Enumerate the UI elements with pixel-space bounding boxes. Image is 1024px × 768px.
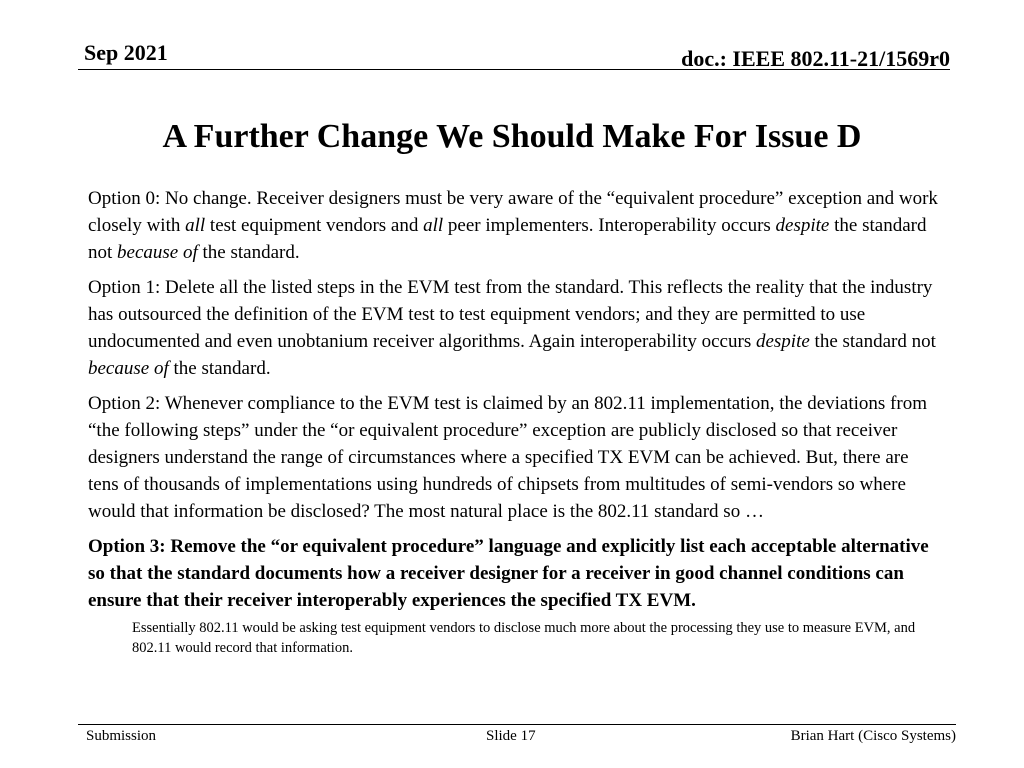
option-0-paragraph: [88, 185, 938, 266]
option-3-subpoint: Essentially 802.11 would be asking test equipment vendors to disclose much more about the processing they use to measure EVM, and 802.11 would record that information.: [132, 620, 916, 656]
text-run: Option 0: No change. Receiver designers must be very aware of the “equivalent procedure” exception and work closely with: [88, 188, 938, 236]
text-run: Option 1: Delete all the listed steps in the EVM test from the standard. This reflects the reality that the industry has outsourced the definition of the EVM test to test equipment vendors; and they are permitted to use undocumented and even unobtanium receiver algorithms. Again interoperability occurs: [88, 277, 933, 352]
slide-title: A Further Change We Should Make For Issue D: [162, 118, 862, 155]
header-date: Sep 2021: [84, 40, 168, 65]
text-run: peer implementers. Interoperability occurs: [443, 215, 776, 236]
emphasis-run: despite: [775, 215, 830, 236]
header-doc-id: doc.: IEEE 802.11-21/1569r0: [681, 46, 950, 71]
option-2-paragraph: Option 2: Whenever compliance to the EVM test is claimed by an 802.11 implementation, the deviations from “the following steps” under the “or equivalent procedure” exception are publicly disclosed so that receiver designers understand the range of circumstances where a specified TX EVM can be achieved. But, there are tens of thousands of implementations using hundreds of chipsets from multitudes of semi-vendors so where would that information be disclosed? The most natural place is the 802.11 standard so …: [88, 393, 927, 522]
text-run: the standard not: [88, 215, 927, 263]
slide-body: [88, 185, 938, 658]
text-run: the standard.: [168, 358, 271, 379]
footer-author: Brian Hart (Cisco Systems): [790, 728, 956, 744]
text-run: the standard.: [197, 242, 300, 263]
emphasis-run: all: [185, 215, 206, 236]
option-3-paragraph: Option 3: Remove the “or equivalent procedure” language and explicitly list each acceptable alternative so that the standard documents how a receiver designer for a receiver in good channel conditions can ensure that their receiver interoperably experiences the specified TX EVM.: [88, 536, 929, 611]
footer-divider: [78, 724, 956, 725]
emphasis-run: all: [423, 215, 444, 236]
emphasis-run: because of: [117, 242, 198, 263]
text-run: the standard not: [809, 331, 936, 352]
emphasis-run: because of: [88, 358, 169, 379]
emphasis-run: despite: [755, 331, 810, 352]
header-divider: [78, 69, 950, 70]
text-run: test equipment vendors and: [205, 215, 424, 236]
footer-submission: Submission: [86, 728, 157, 744]
option-1-paragraph: [88, 274, 938, 382]
footer-slide-number: Slide 17: [486, 728, 536, 744]
